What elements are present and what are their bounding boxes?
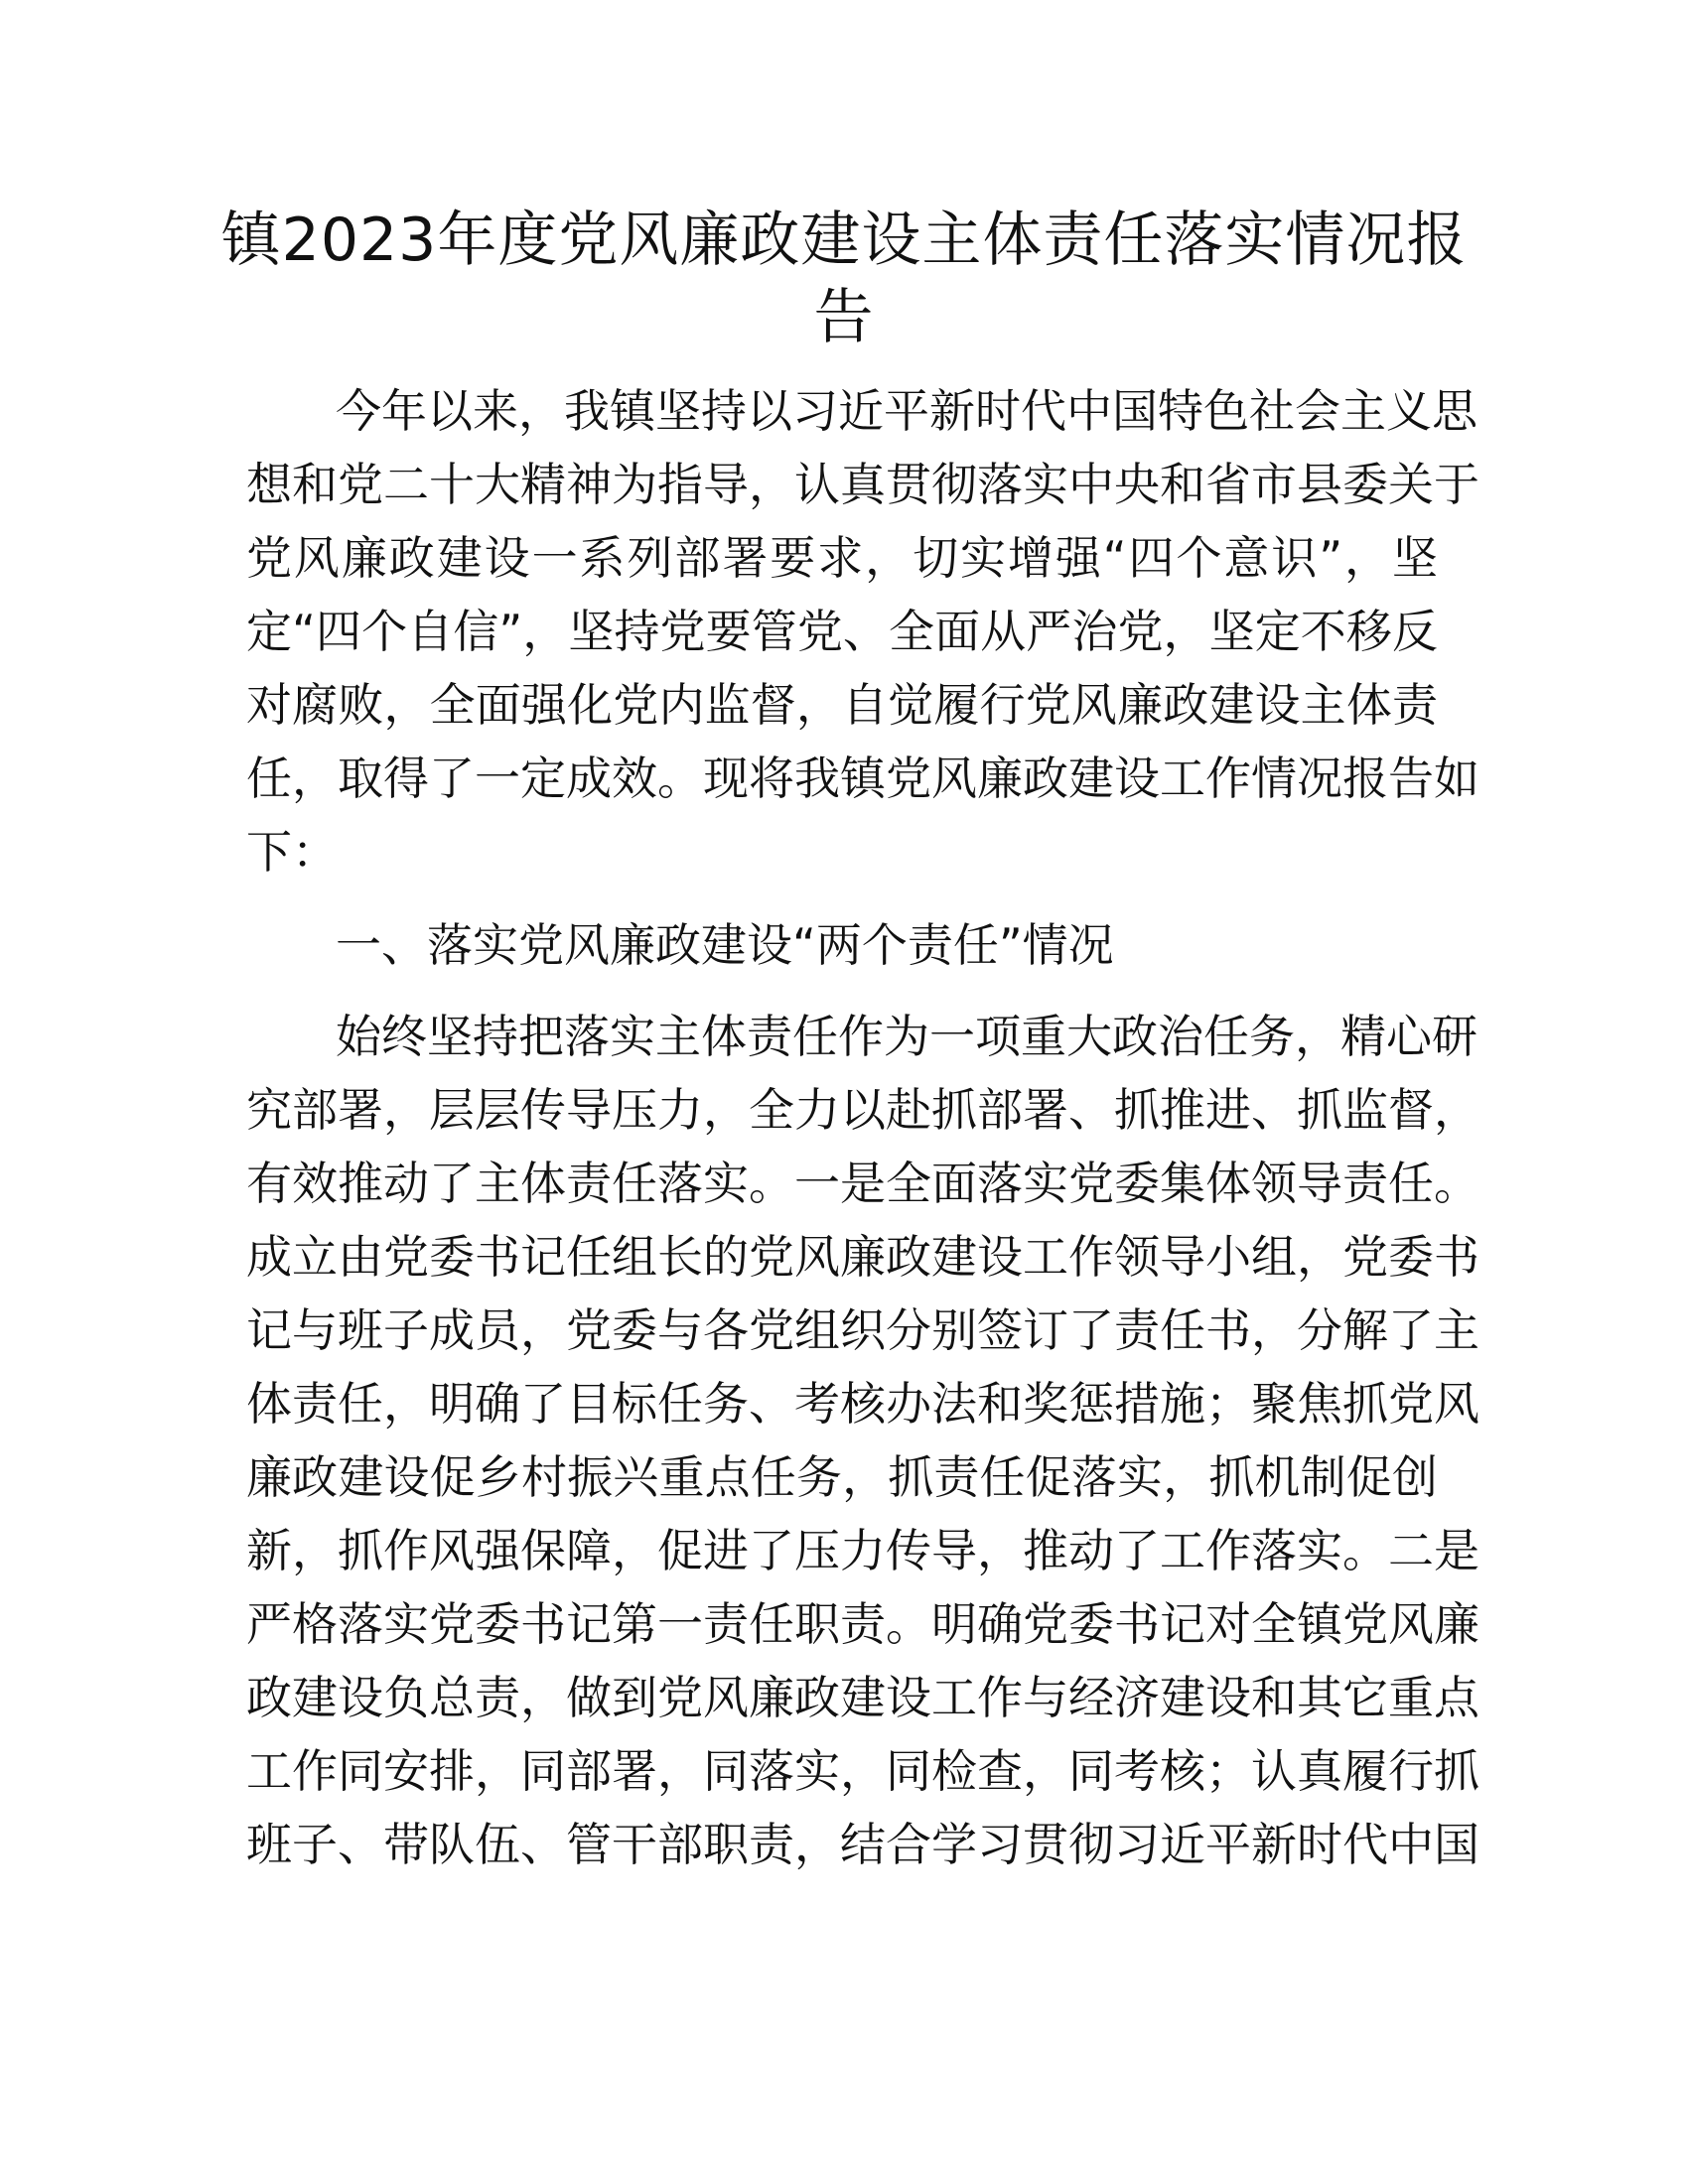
document-title-line-2: 告 [813,283,875,352]
paragraph-2-line-7: 廉政建设促乡村振兴重点任务，抓责任促落实，抓机制促创 [246,1450,1438,1504]
paragraph-2-line-8: 新，抓作风强保障，促进了压力传导，推动了工作落实。二是 [246,1524,1479,1577]
paragraph-1-line-7: 下： [246,825,338,879]
paragraph-2-line-10: 政建设负总责，做到党风廉政建设工作与经济建设和其它重点 [246,1671,1479,1724]
paragraph-1-line-6: 任，取得了一定成效。现将我镇党风廉政建设工作情况报告如 [246,751,1479,805]
paragraph-2-line-11: 工作同安排，同部署，同落实，同检查，同考核；认真履行抓 [246,1744,1479,1798]
paragraph-2-line-6: 体责任，明确了目标任务、考核办法和奖惩措施；聚焦抓党风 [246,1377,1479,1431]
document-title-line-1: 镇2023年度党风廉政建设主体责任落实情况报 [220,205,1468,275]
paragraph-2-line-9: 严格落实党委书记第一责任职责。明确党委书记对全镇党风廉 [246,1597,1479,1651]
paragraph-1-line-5: 对腐败，全面强化党内监督，自觉履行党风廉政建设主体责 [246,678,1438,732]
paragraph-1-line-2: 想和党二十大精神为指导，认真贯彻落实中央和省市县委关于 [246,458,1479,511]
paragraph-2-line-2: 究部署，层层传导压力，全力以赴抓部署、抓推进、抓监督， [246,1083,1479,1137]
paragraph-2-line-4: 成立由党委书记任组长的党风廉政建设工作领导小组，党委书 [246,1230,1479,1284]
paragraph-1-line-4: 定“四个自信”，坚持党要管党、全面从严治党，坚定不移反 [246,605,1438,658]
paragraph-2-line-5: 记与班子成员，党委与各党组织分别签订了责任书，分解了主 [246,1303,1479,1357]
paragraph-1-line-1: 今年以来，我镇坚持以习近平新时代中国特色社会主义思 [336,384,1477,438]
section-1-heading: 一、落实党风廉政建设“两个责任”情况 [336,918,1114,972]
paragraph-1-line-3: 党风廉政建设一系列部署要求，切实增强“四个意识”，坚 [246,531,1438,585]
paragraph-2-line-3: 有效推动了主体责任落实。一是全面落实党委集体领导责任。 [246,1157,1479,1210]
paragraph-2-line-12: 班子、带队伍、管干部职责，结合学习贯彻习近平新时代中国 [246,1818,1479,1871]
paragraph-2-line-1: 始终坚持把落实主体责任作为一项重大政治任务，精心研 [336,1010,1477,1063]
